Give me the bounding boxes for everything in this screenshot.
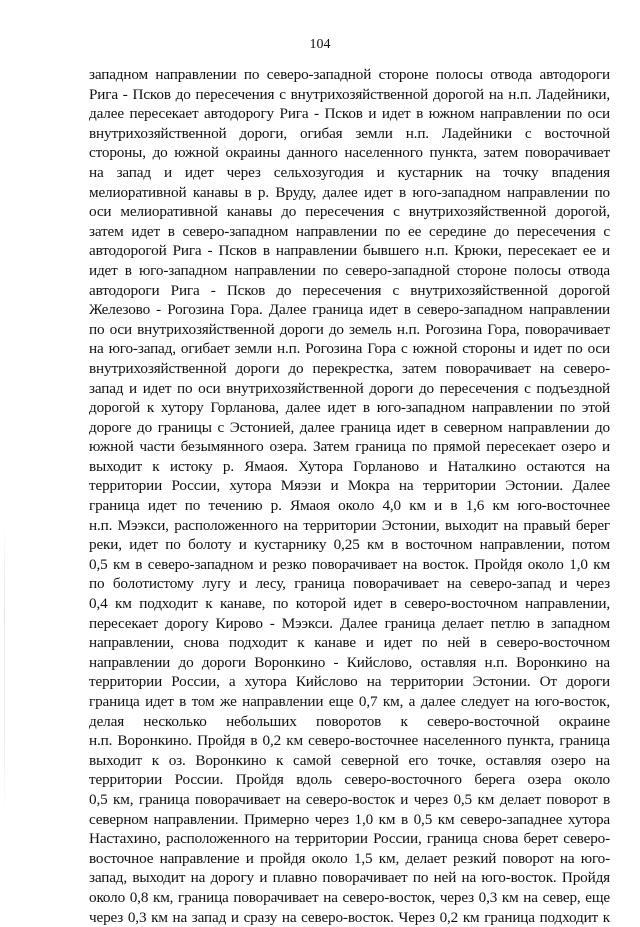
text-line: мелиоративной канавы в р. Вруду, далее идет в юго-западном направлении по — [89, 183, 610, 201]
text-line: западном направлении по северо-западной стороне полосы отвода автодороги — [89, 66, 610, 83]
page-number: 104 — [309, 37, 331, 52]
text-line: граница идет в том же направлении еще 0,7 км, а далее следует на юго-восток, — [89, 693, 610, 710]
text-line: затем идет в северо-западном направлении по ее середине до пересечения с — [89, 222, 610, 240]
text-line: восточное направление и пройдя около 1,5 км, делает резкий поворот на юго- — [89, 849, 610, 867]
body-text — [89, 65, 610, 927]
text-line: внутрихозяйственной дороги, огибая земли н.п. Ладейники с восточной — [89, 124, 610, 142]
text-line: автодорогой Рига - Псков в направлении бывшего н.п. Крюки, пересекает ее и — [89, 242, 610, 260]
text-line: 0,4 км подходит к канаве, по которой идет в северо-восточном направлении, — [89, 595, 610, 613]
text-line: дороге до границы с Эстонией, далее граница идет в северном направлении до — [89, 418, 610, 436]
text-line: направлении до дороги Воронкино - Кийслово, оставляя н.п. Воронкино на — [89, 653, 610, 671]
text-line: на юго-запад, огибает земли н.п. Рогозина Гора с южной стороны и идет по оси — [89, 340, 610, 358]
text-line: Железово - Рогозина Гора. Далее граница идет в северо-западном направлении — [89, 301, 610, 319]
text-line: автодороги Рига - Псков до пересечения с внутрихозяйственной дорогой — [89, 281, 610, 299]
text-line: южной части безымянного озера. Затем граница по прямой пересекает озеро и — [89, 438, 610, 456]
text-line: внутрихозяйственной дороги до перекрестка, затем поворачивает на северо- — [89, 359, 610, 377]
text-line: запад, выходит на дорогу и плавно поворачивает по ней на юго-восток. Пройдя — [89, 869, 610, 887]
text-line: по болотистому лугу и лесу, граница поворачивает на северо-запад и через — [89, 575, 610, 593]
text-line: территории России, а хутора Кийслово на территории Эстонии. От дороги — [89, 673, 610, 691]
text-line: запад и идет по оси внутрихозяйственной дороги до пересечения с подъездной — [89, 379, 610, 397]
text-line: по оси внутрихозяйственной дороги до земель н.п. Рогозина Гора, поворачивает — [89, 320, 610, 338]
text-line: оси мелиоративной канавы до пересечения с внутрихозяйственной дорогой, — [89, 203, 610, 221]
scan-edge-shadow — [4, 520, 5, 820]
text-line: Рига - Псков до пересечения с внутрихозяйственной дорогой на н.п. Ладейники, — [89, 85, 610, 103]
text-line: пересекает дорогу Кирово - Мээкси. Далее граница делает петлю в западном — [89, 614, 610, 632]
text-line: Настахино, расположенного на территории России, граница снова берет северо- — [89, 830, 610, 848]
text-line: н.п. Воронкино. Пройдя в 0,2 км северо-восточнее населенного пункта, граница — [89, 732, 610, 750]
text-line: 0,5 км в северо-западном и резко поворачивает на восток. Пройдя около 1,0 км — [89, 555, 610, 573]
text-line: 0,5 км, граница поворачивает на северо-восток и через 0,5 км делает поворот в — [89, 790, 610, 808]
text-line: территории России. Пройдя вдоль северо-восточного берега озера около — [89, 771, 610, 789]
text-line: выходит к истоку р. Ямаоя. Хутора Горланово и Наталкино остаются на — [89, 457, 610, 475]
text-line: идет в юго-западном направлении по северо-западной стороне полосы отвода — [89, 261, 610, 279]
text-line: стороны, до южной окраины данного населенного пункта, затем поворачивает — [89, 144, 610, 162]
text-line: далее пересекает автодорогу Рига - Псков и идет в южном направлении по оси — [89, 105, 610, 123]
text-line: делая несколько небольших поворотов к северо-восточной окраине — [89, 712, 610, 730]
text-line: реки, идет по болоту и кустарнику 0,25 км в восточном направлении, потом — [89, 536, 610, 554]
text-line: северном направлении. Примерно через 1,0 км в 0,5 км северо-западнее хутора — [89, 810, 610, 828]
text-line: н.п. Мээкси, расположенного на территории Эстонии, выходит на правый берег — [89, 516, 610, 534]
text-line: дорогой к хутору Горланова, далее идет в юго-западном направлении по этой — [89, 399, 610, 417]
text-line: через 0,3 км на запад и сразу на северо-восток. Через 0,2 км граница подходит к — [89, 908, 610, 926]
text-line: граница идет по течению р. Ямаоя около 4,0 км и в 1,6 км юго-восточнее — [89, 497, 610, 515]
text-line: выходит к оз. Воронкино к самой северной его точке, оставляя озеро на — [89, 751, 610, 769]
text-line: территории России, хутора Мяэзи и Мокра на территории Эстонии. Далее — [89, 477, 610, 495]
text-line: около 0,8 км, граница поворачивает на северо-восток, через 0,3 км на север, еще — [89, 888, 610, 906]
text-line: на запад и идет через сельхозугодия и кустарник на точку впадения — [89, 163, 610, 181]
text-line: направлении, снова подходит к канаве и идет по ней в северо-восточном — [89, 634, 610, 652]
